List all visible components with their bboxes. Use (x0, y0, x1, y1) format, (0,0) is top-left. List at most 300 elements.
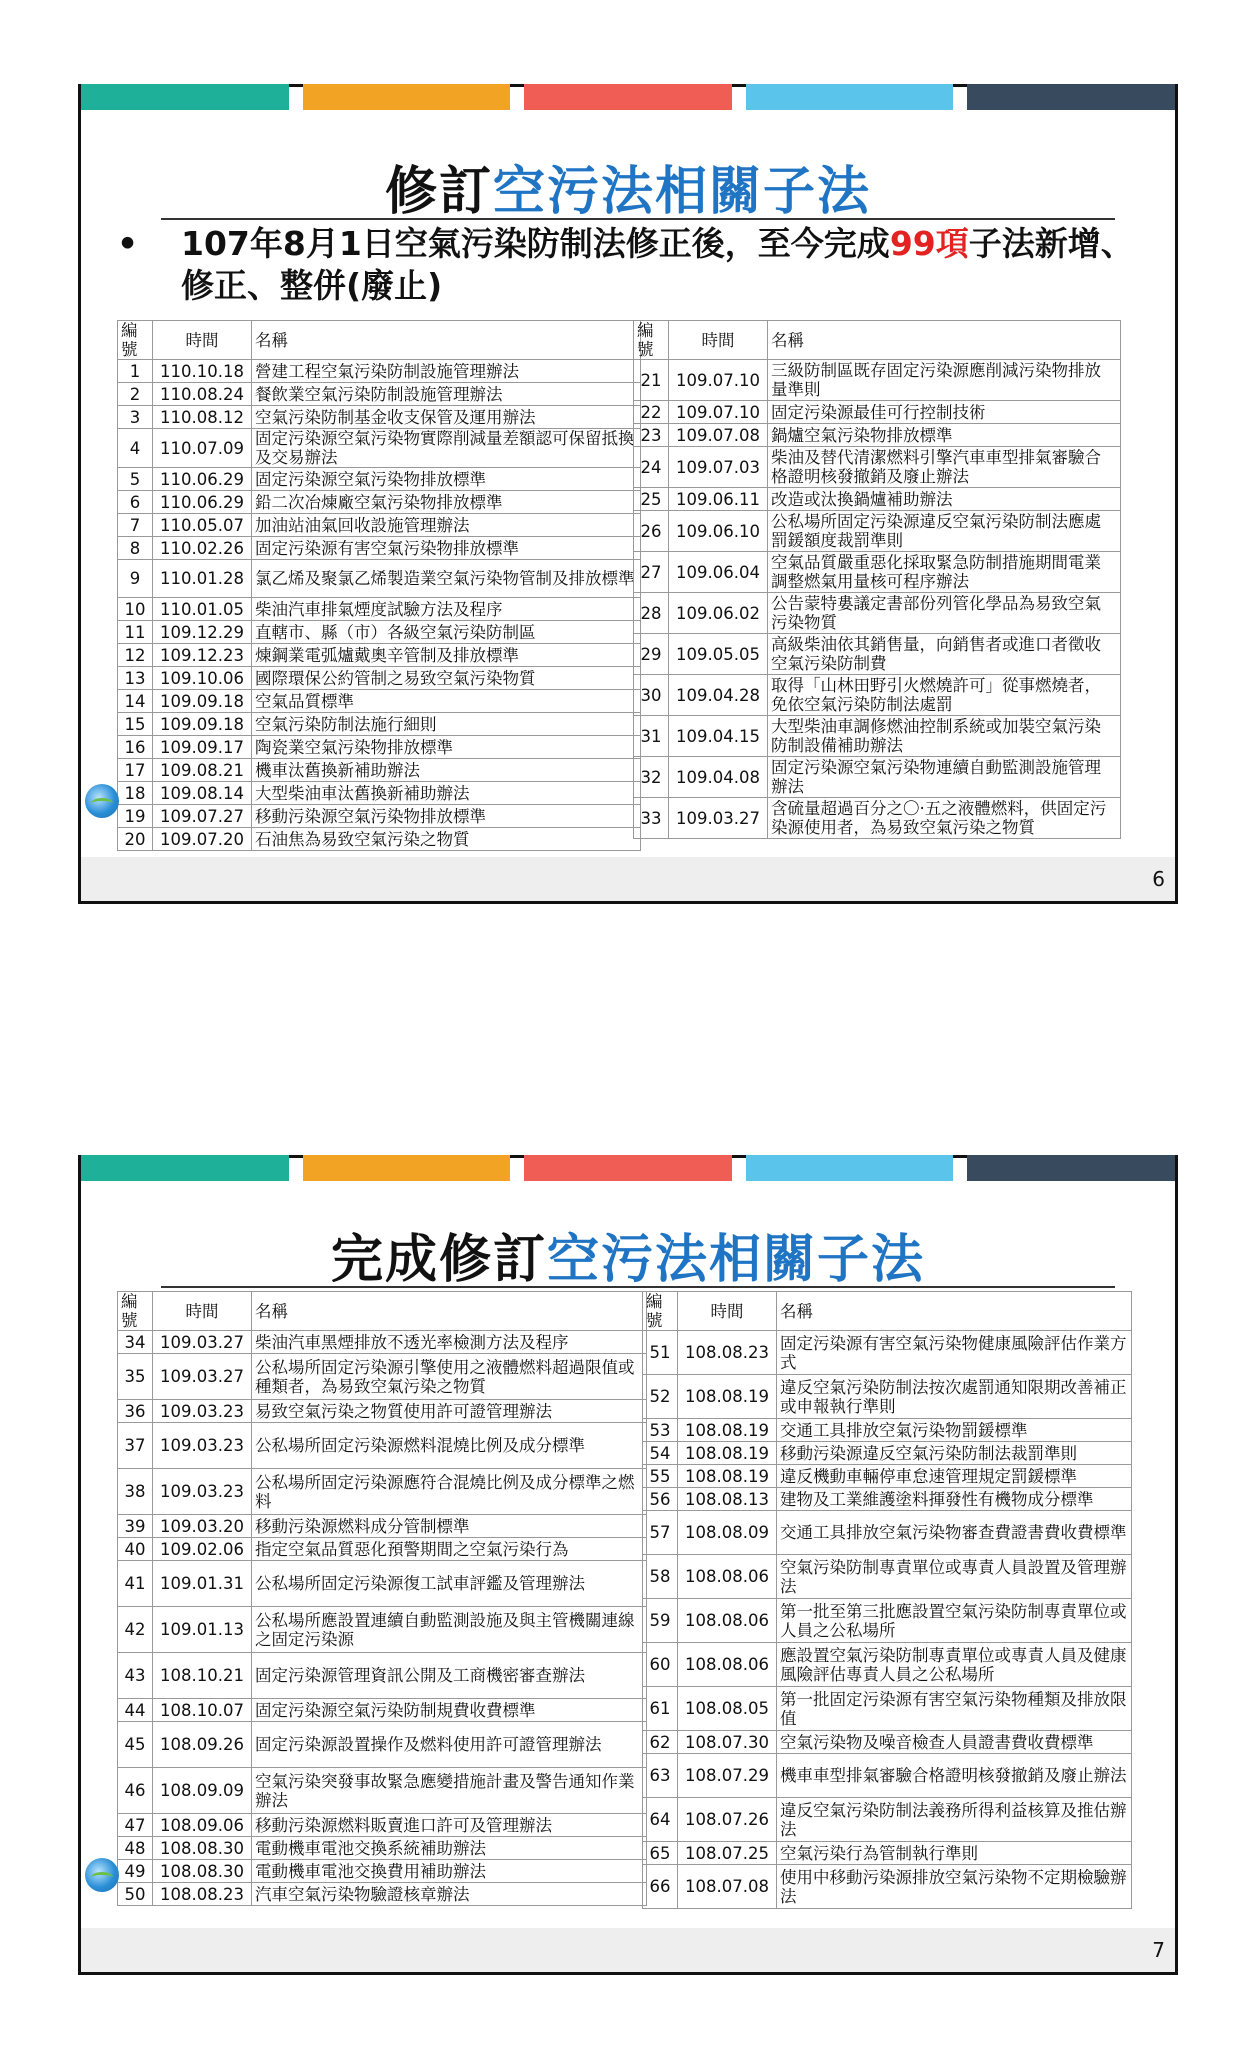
row-name: 建物及工業維護塗料揮發性有機物成分標準 (777, 1488, 1132, 1511)
row-date: 108.07.29 (678, 1754, 777, 1798)
row-name: 煉鋼業電弧爐戴奧辛管制及排放標準 (252, 644, 641, 667)
row-name: 汽車空氣污染物驗證核章辦法 (252, 1883, 647, 1906)
row-number: 28 (634, 593, 669, 634)
header-name: 名稱 (768, 321, 1121, 360)
row-number: 19 (118, 805, 153, 828)
title-black-part: 完成修訂 (330, 1230, 547, 1290)
color-bar-orange (303, 84, 511, 110)
row-number: 39 (118, 1515, 153, 1538)
row-date: 109.04.15 (669, 716, 768, 757)
table-row (643, 1754, 1132, 1798)
row-name: 電動機車電池交換系統補助辦法 (252, 1837, 647, 1860)
regulation-table-right (633, 320, 1121, 839)
row-number: 3 (118, 406, 153, 429)
table-row (634, 488, 1121, 511)
row-date: 108.09.06 (153, 1814, 252, 1837)
row-name: 大型柴油車調修燃油控制系統或加裝空氣污染防制設備補助辦法 (768, 716, 1121, 757)
table-row (118, 1354, 647, 1400)
row-number: 24 (634, 447, 669, 488)
row-date: 109.06.11 (669, 488, 768, 511)
row-date: 109.10.06 (153, 667, 252, 690)
row-name: 高級柴油依其銷售量，向銷售者或進口者徵收空氣污染防制費 (768, 634, 1121, 675)
row-number: 64 (643, 1798, 678, 1842)
header-date: 時間 (153, 321, 252, 360)
row-date: 109.09.18 (153, 690, 252, 713)
table-row (118, 759, 641, 782)
row-date: 109.06.10 (669, 511, 768, 552)
row-name: 交通工具排放空氣污染物罰鍰標準 (777, 1419, 1132, 1442)
table-row (118, 1699, 647, 1722)
table-row (634, 593, 1121, 634)
row-name: 交通工具排放空氣污染物審查費證書費收費標準 (777, 1511, 1132, 1555)
table-row (634, 511, 1121, 552)
row-number: 26 (634, 511, 669, 552)
slide-6 (78, 84, 1178, 904)
row-number: 17 (118, 759, 153, 782)
title-blue-part: 空污法相關子法 (547, 1230, 926, 1290)
row-number: 38 (118, 1469, 153, 1515)
table-row (118, 598, 641, 621)
row-name: 柴油汽車排氣煙度試驗方法及程序 (252, 598, 641, 621)
row-number: 18 (118, 782, 153, 805)
row-date: 108.08.19 (678, 1465, 777, 1488)
title-rule (161, 1286, 1115, 1288)
bullet-text-count: 99項 (889, 224, 969, 263)
row-date: 108.08.23 (678, 1331, 777, 1375)
row-number: 15 (118, 713, 153, 736)
row-date: 108.09.26 (153, 1722, 252, 1768)
table-row (643, 1842, 1132, 1865)
row-name: 公私場所應設置連續自動監測設施及與主管機關連線之固定污染源 (252, 1607, 647, 1653)
row-date: 109.07.08 (669, 424, 768, 447)
row-date: 109.03.27 (153, 1331, 252, 1354)
row-date: 109.02.06 (153, 1538, 252, 1561)
row-date: 110.05.07 (153, 514, 252, 537)
row-name: 空氣污染行為管制執行準則 (777, 1842, 1132, 1865)
row-name: 移動污染源燃料販賣進口許可及管理辦法 (252, 1814, 647, 1837)
bullet-text-pre: 107年8月1日空氣污染防制法修正後，至今完成 (181, 224, 890, 263)
table-row (118, 514, 641, 537)
row-number: 42 (118, 1607, 153, 1653)
row-date: 110.06.29 (153, 491, 252, 514)
table-row (634, 360, 1121, 401)
table-row (634, 401, 1121, 424)
regulation-table-right (642, 1291, 1132, 1909)
table-row (118, 713, 641, 736)
row-number: 13 (118, 667, 153, 690)
table-row (118, 805, 641, 828)
row-date: 108.08.13 (678, 1488, 777, 1511)
row-name: 空氣污染防制法施行細則 (252, 713, 641, 736)
row-name: 陶瓷業空氣污染物排放標準 (252, 736, 641, 759)
row-date: 108.08.06 (678, 1643, 777, 1687)
table-row (118, 406, 641, 429)
row-name: 空氣污染防制專責單位或專責人員設置及管理辦法 (777, 1555, 1132, 1599)
row-name: 柴油及替代清潔燃料引擎汽車車型排氣審驗合格證明核發撤銷及廢止辦法 (768, 447, 1121, 488)
row-name: 營建工程空氣污染防制設施管理辦法 (252, 360, 641, 383)
row-date: 109.04.08 (669, 757, 768, 798)
row-number: 65 (643, 1842, 678, 1865)
row-date: 109.09.18 (153, 713, 252, 736)
row-number: 58 (643, 1555, 678, 1599)
row-name: 移動污染源燃料成分管制標準 (252, 1515, 647, 1538)
row-name: 易致空氣污染之物質使用許可證管理辦法 (252, 1400, 647, 1423)
table-row (118, 690, 641, 713)
row-number: 12 (118, 644, 153, 667)
slide-footer (81, 1928, 1175, 1972)
row-name: 石油焦為易致空氣污染之物質 (252, 828, 641, 851)
row-number: 45 (118, 1722, 153, 1768)
row-name: 固定污染源有害空氣污染物健康風險評估作業方式 (777, 1331, 1132, 1375)
row-number: 60 (643, 1643, 678, 1687)
row-number: 31 (634, 716, 669, 757)
row-name: 空氣污染突發事故緊急應變措施計畫及警告通知作業辦法 (252, 1768, 647, 1814)
row-name: 固定污染源管理資訊公開及工商機密審查辦法 (252, 1653, 647, 1699)
row-name: 第一批固定污染源有害空氣污染物種類及排放限值 (777, 1687, 1132, 1731)
row-date: 108.07.30 (678, 1731, 777, 1754)
header-name: 名稱 (252, 1292, 647, 1331)
row-number: 7 (118, 514, 153, 537)
row-date: 108.08.19 (678, 1419, 777, 1442)
row-number: 48 (118, 1837, 153, 1860)
row-name: 固定污染源設置操作及燃料使用許可證管理辦法 (252, 1722, 647, 1768)
table-row (643, 1643, 1132, 1687)
row-number: 33 (634, 798, 669, 839)
row-number: 63 (643, 1754, 678, 1798)
table-row (118, 1515, 647, 1538)
row-name: 餐飲業空氣污染防制設施管理辦法 (252, 383, 641, 406)
table-row (643, 1375, 1132, 1419)
table-row (634, 634, 1121, 675)
row-date: 108.07.08 (678, 1865, 777, 1909)
row-name: 加油站油氣回收設施管理辦法 (252, 514, 641, 537)
color-bar-orange (303, 1155, 511, 1181)
epa-logo-icon (85, 784, 119, 818)
row-number: 50 (118, 1883, 153, 1906)
title-rule (161, 218, 1115, 220)
table-row (643, 1865, 1132, 1909)
row-name: 大型柴油車汰舊換新補助辦法 (252, 782, 641, 805)
table-row (118, 1837, 647, 1860)
table-row (634, 757, 1121, 798)
table-row (118, 1860, 647, 1883)
row-number: 52 (643, 1375, 678, 1419)
row-name: 固定污染源空氣污染物排放標準 (252, 468, 641, 491)
bullet-dot: • (117, 224, 139, 263)
row-number: 62 (643, 1731, 678, 1754)
color-bar-sky (746, 1155, 954, 1181)
row-number: 1 (118, 360, 153, 383)
table-row (118, 1653, 647, 1699)
table-row (118, 360, 641, 383)
table-row (118, 1722, 647, 1768)
row-date: 108.07.25 (678, 1842, 777, 1865)
row-date: 109.04.28 (669, 675, 768, 716)
row-date: 108.08.19 (678, 1375, 777, 1419)
row-date: 108.07.26 (678, 1798, 777, 1842)
row-name: 空氣污染防制基金收支保管及運用辦法 (252, 406, 641, 429)
row-date: 110.01.28 (153, 560, 252, 598)
row-number: 34 (118, 1331, 153, 1354)
row-number: 29 (634, 634, 669, 675)
row-name: 三級防制區既存固定污染源應削減污染物排放量準則 (768, 360, 1121, 401)
row-date: 109.03.20 (153, 1515, 252, 1538)
title-black-part: 修訂 (384, 162, 493, 222)
header-no: 編號 (118, 321, 153, 360)
table-row (643, 1687, 1132, 1731)
row-name: 違反機動車輛停車怠速管理規定罰鍰標準 (777, 1465, 1132, 1488)
table-row (118, 429, 641, 468)
table-row (643, 1511, 1132, 1555)
row-date: 109.12.29 (153, 621, 252, 644)
row-name: 固定污染源空氣污染防制規費收費標準 (252, 1699, 647, 1722)
row-number: 23 (634, 424, 669, 447)
table-row (118, 621, 641, 644)
row-date: 109.08.21 (153, 759, 252, 782)
row-date: 109.07.10 (669, 401, 768, 424)
row-name: 違反空氣污染防制法按次處罰通知限期改善補正或申報執行準則 (777, 1375, 1132, 1419)
row-date: 109.12.23 (153, 644, 252, 667)
table-row (643, 1331, 1132, 1375)
header-no: 編號 (643, 1292, 678, 1331)
row-name: 機車汰舊換新補助辦法 (252, 759, 641, 782)
row-number: 16 (118, 736, 153, 759)
row-name: 固定污染源有害空氣污染物排放標準 (252, 537, 641, 560)
table-row (634, 675, 1121, 716)
row-name: 改造或汰換鍋爐補助辦法 (768, 488, 1121, 511)
table-row (634, 424, 1121, 447)
table-row (634, 798, 1121, 839)
row-number: 43 (118, 1653, 153, 1699)
row-number: 20 (118, 828, 153, 851)
row-date: 108.09.09 (153, 1768, 252, 1814)
table-row (118, 1768, 647, 1814)
row-date: 110.06.29 (153, 468, 252, 491)
table-row (118, 468, 641, 491)
slide-title (81, 1217, 1175, 1292)
row-number: 44 (118, 1699, 153, 1722)
row-name: 空氣品質嚴重惡化採取緊急防制措施期間電業調整燃氣用量核可程序辦法 (768, 552, 1121, 593)
row-date: 108.08.23 (153, 1883, 252, 1906)
row-date: 109.01.31 (153, 1561, 252, 1607)
row-name: 柴油汽車黑煙排放不透光率檢測方法及程序 (252, 1331, 647, 1354)
color-bar (81, 1155, 1175, 1181)
row-date: 109.07.03 (669, 447, 768, 488)
row-date: 109.06.02 (669, 593, 768, 634)
table-row (118, 644, 641, 667)
row-number: 56 (643, 1488, 678, 1511)
row-date: 110.08.12 (153, 406, 252, 429)
row-date: 108.08.30 (153, 1860, 252, 1883)
row-number: 5 (118, 468, 153, 491)
row-name: 鍋爐空氣污染物排放標準 (768, 424, 1121, 447)
row-date: 110.10.18 (153, 360, 252, 383)
table-row (118, 667, 641, 690)
row-number: 66 (643, 1865, 678, 1909)
table-row (118, 383, 641, 406)
row-date: 110.01.05 (153, 598, 252, 621)
row-number: 9 (118, 560, 153, 598)
table-row (643, 1798, 1132, 1842)
row-date: 109.03.27 (669, 798, 768, 839)
row-date: 109.06.04 (669, 552, 768, 593)
row-date: 108.10.21 (153, 1653, 252, 1699)
row-number: 27 (634, 552, 669, 593)
table-row (118, 560, 641, 598)
row-number: 41 (118, 1561, 153, 1607)
page-number: 7 (1152, 1938, 1165, 1962)
table-row (643, 1488, 1132, 1511)
row-number: 30 (634, 675, 669, 716)
row-date: 109.03.23 (153, 1400, 252, 1423)
table-row (118, 1331, 647, 1354)
row-date: 108.08.19 (678, 1442, 777, 1465)
row-date: 108.08.09 (678, 1511, 777, 1555)
row-date: 109.05.05 (669, 634, 768, 675)
table-row (643, 1465, 1132, 1488)
row-date: 108.08.30 (153, 1837, 252, 1860)
row-number: 37 (118, 1423, 153, 1469)
row-number: 59 (643, 1599, 678, 1643)
row-name: 應設置空氣污染防制專責單位或專責人員及健康風險評估專責人員之公私場所 (777, 1643, 1132, 1687)
row-name: 移動污染源違反空氣污染防制法裁罰準則 (777, 1442, 1132, 1465)
row-date: 109.03.27 (153, 1354, 252, 1400)
row-number: 40 (118, 1538, 153, 1561)
row-number: 2 (118, 383, 153, 406)
row-number: 51 (643, 1331, 678, 1375)
row-number: 35 (118, 1354, 153, 1400)
row-name: 使用中移動污染源排放空氣污染物不定期檢驗辦法 (777, 1865, 1132, 1909)
table-row (118, 828, 641, 851)
header-date: 時間 (669, 321, 768, 360)
table-row (643, 1599, 1132, 1643)
bullet-text-post: 子法新增、修正、整併(廢止) (181, 224, 1134, 305)
row-date: 109.07.20 (153, 828, 252, 851)
slide-title (81, 149, 1175, 224)
row-date: 110.08.24 (153, 383, 252, 406)
row-date: 108.10.07 (153, 1699, 252, 1722)
row-number: 54 (643, 1442, 678, 1465)
row-number: 10 (118, 598, 153, 621)
slide-7 (78, 1155, 1178, 1975)
row-number: 8 (118, 537, 153, 560)
row-name: 取得「山林田野引火燃燒許可」從事燃燒者，免依空氣污染防制法處罰 (768, 675, 1121, 716)
row-name: 公私場所固定污染源應符合混燒比例及成分標準之燃料 (252, 1469, 647, 1515)
row-name: 固定污染源最佳可行控制技術 (768, 401, 1121, 424)
color-bar-sky (746, 84, 954, 110)
row-number: 4 (118, 429, 153, 468)
row-name: 公私場所固定污染源引擎使用之液體燃料超過限值或種類者，為易致空氣污染之物質 (252, 1354, 647, 1400)
row-name: 機車車型排氣審驗合格證明核發撤銷及廢止辦法 (777, 1754, 1132, 1798)
header-date: 時間 (678, 1292, 777, 1331)
row-number: 57 (643, 1511, 678, 1555)
table-row (118, 1538, 647, 1561)
color-bar-red (524, 1155, 732, 1181)
row-name: 鉛二次冶煉廠空氣污染物排放標準 (252, 491, 641, 514)
table-row (118, 1423, 647, 1469)
header-no: 編號 (118, 1292, 153, 1331)
row-name: 空氣品質標準 (252, 690, 641, 713)
table-row (643, 1419, 1132, 1442)
regulation-table-left (117, 1291, 647, 1906)
row-name: 違反空氣污染防制法義務所得利益核算及推估辦法 (777, 1798, 1132, 1842)
row-number: 46 (118, 1768, 153, 1814)
row-number: 49 (118, 1860, 153, 1883)
table-row (118, 1400, 647, 1423)
row-name: 含硫量超過百分之〇‧五之液體燃料，供固定污染源使用者，為易致空氣污染之物質 (768, 798, 1121, 839)
table-row (118, 491, 641, 514)
row-number: 21 (634, 360, 669, 401)
table-row (118, 1469, 647, 1515)
color-bar-teal (81, 1155, 289, 1181)
page-number: 6 (1152, 867, 1165, 891)
table-row (643, 1555, 1132, 1599)
row-name: 電動機車電池交換費用補助辦法 (252, 1860, 647, 1883)
row-name: 空氣污染物及噪音檢查人員證書費收費標準 (777, 1731, 1132, 1754)
title-blue-part: 空污法相關子法 (493, 162, 872, 222)
color-bar-red (524, 84, 732, 110)
row-number: 55 (643, 1465, 678, 1488)
table-row (634, 552, 1121, 593)
row-name: 氯乙烯及聚氯乙烯製造業空氣污染物管制及排放標準 (252, 560, 641, 598)
table-row (118, 537, 641, 560)
row-date: 109.07.27 (153, 805, 252, 828)
row-date: 109.09.17 (153, 736, 252, 759)
row-name: 公告蒙特婁議定書部份列管化學品為易致空氣污染物質 (768, 593, 1121, 634)
row-date: 109.03.23 (153, 1469, 252, 1515)
row-number: 14 (118, 690, 153, 713)
row-number: 6 (118, 491, 153, 514)
color-bar (81, 84, 1175, 110)
summary-bullet (117, 223, 1157, 307)
table-row (634, 447, 1121, 488)
regulation-table-left (117, 320, 641, 851)
table-row (118, 1607, 647, 1653)
table-row (118, 1883, 647, 1906)
row-name: 公私場所固定污染源復工試車評鑑及管理辦法 (252, 1561, 647, 1607)
row-name: 公私場所固定污染源違反空氣污染防制法應處罰鍰額度裁罰準則 (768, 511, 1121, 552)
row-name: 固定污染源空氣污染物連續自動監測設施管理辦法 (768, 757, 1121, 798)
row-number: 36 (118, 1400, 153, 1423)
row-date: 109.03.23 (153, 1423, 252, 1469)
header-name: 名稱 (252, 321, 641, 360)
table-row (643, 1442, 1132, 1465)
header-no: 編號 (634, 321, 669, 360)
row-date: 110.07.09 (153, 429, 252, 468)
epa-logo-icon (85, 1858, 119, 1892)
color-bar-teal (81, 84, 289, 110)
row-date: 109.07.10 (669, 360, 768, 401)
color-bar-navy (967, 84, 1175, 110)
row-date: 108.08.06 (678, 1599, 777, 1643)
row-name: 公私場所固定污染源燃料混燒比例及成分標準 (252, 1423, 647, 1469)
row-name: 國際環保公約管制之易致空氣污染物質 (252, 667, 641, 690)
table-row (643, 1731, 1132, 1754)
row-number: 22 (634, 401, 669, 424)
row-name: 第一批至第三批應設置空氣污染防制專責單位或人員之公私場所 (777, 1599, 1132, 1643)
header-date: 時間 (153, 1292, 252, 1331)
row-date: 109.08.14 (153, 782, 252, 805)
color-bar-navy (967, 1155, 1175, 1181)
row-number: 61 (643, 1687, 678, 1731)
row-name: 指定空氣品質惡化預警期間之空氣污染行為 (252, 1538, 647, 1561)
row-number: 47 (118, 1814, 153, 1837)
row-number: 25 (634, 488, 669, 511)
table-row (118, 782, 641, 805)
row-name: 移動污染源空氣污染物排放標準 (252, 805, 641, 828)
row-name: 直轄市、縣（市）各級空氣污染防制區 (252, 621, 641, 644)
row-date: 110.02.26 (153, 537, 252, 560)
